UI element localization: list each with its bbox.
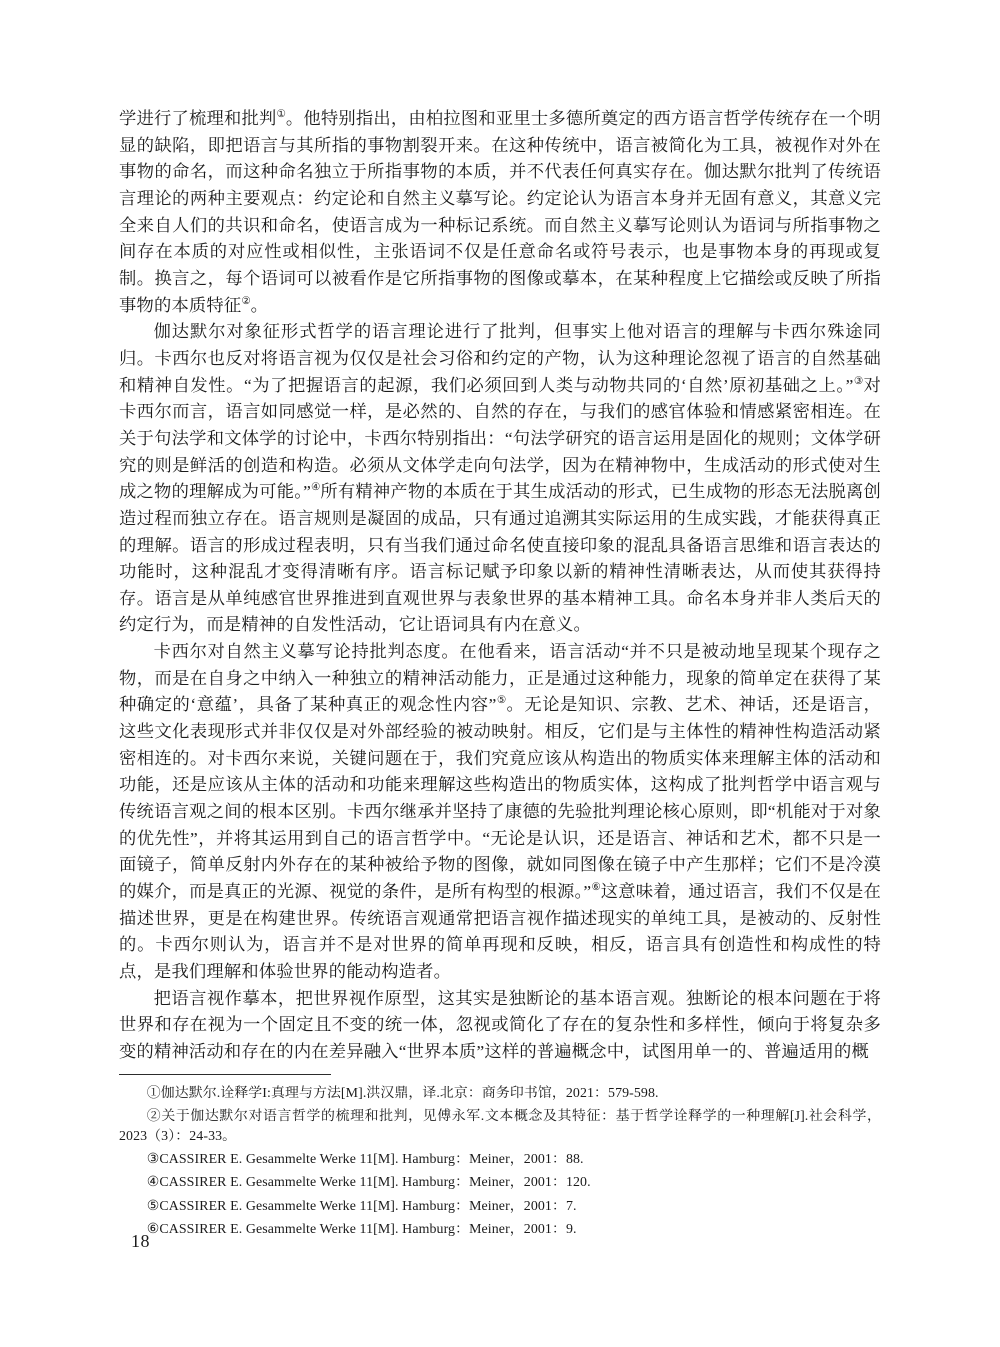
paragraph: 把语言视作摹本，把世界视作原型，这其实是独断论的基本语言观。独断论的根本问题在于将世界和存在视为一个固定且不变的统一体，忽视或简化了存在的复杂性和多样性，倾向于将复杂多变的精神活动和存在的内在差异融入“世界本质”这样的普遍概念中，试图用单一的、普遍适用的概 <box>119 988 881 1061</box>
page-number: 18 <box>131 1231 150 1251</box>
footnote-separator <box>119 1074 331 1075</box>
footnote-ref: ② <box>241 295 251 307</box>
paragraph: 伽达默尔对象征形式哲学的语言理论进行了批判，但事实上他对语言的理解与卡西尔殊途同归。卡西尔也反对将语言视为仅仅是社会习俗和约定的产物，认为这种理论忽视了语言的自然基础和精神自发性。“为了把握语言的起源，我们必须回到人类与动物共同的‘自然’原初基础之上。”③对卡西尔而言，语言如同感觉一样，是必然的、自然的存在，与我们的感官体验和情感紧密相连。在关于句法学和文体学的讨论中，卡西尔特别指出：“句法学研究的语言运用是固化的规则；文体学研究的则是鲜活的创造和构造。必须从文体学走向句法学，因为在精神物中，生成活动的形式使对生成之物的理解成为可能。”④所有精神产物的本质在于其生成活动的形式，已生成物的形态无法脱离创造过程而独立存在。语言规则是凝固的成品，只有通过追溯其实际运用的生成实践，才能获得真正的理解。语言的形成过程表明，只有当我们通过命名使直接印象的混乱具备语言思维和语言表达的功能时，这种混乱才变得清晰有序。语言标记赋予印象以新的精神性清晰表达，从而使其获得持存。语言是从单纯感官世界推进到直观世界与表象世界的基本精神工具。命名本身并非人类后天的约定行为，而是精神的自发性活动，它让语词具有内在意义。 <box>119 322 881 635</box>
footnote-ref: ⑥ <box>591 882 601 894</box>
footnote: ①伽达默尔.诠释学I:真理与方法[M].洪汉鼎，译.北京：商务印书馆，2021：579-598. <box>146 1085 659 1101</box>
footnote-ref: ① <box>276 109 286 121</box>
footnote: ④CASSIRER E. Gesammelte Werke 11[M]. Hamburg：Meiner，2001：120. <box>146 1175 591 1191</box>
paragraph: 学进行了梳理和批判①。他特别指出，由柏拉图和亚里士多德所奠定的西方语言哲学传统存在一个明显的缺陷，即把语言与其所指的事物割裂开来。在这种传统中，语言被简化为工具，被视作对外在事物的命名，而这种命名独立于所指事物的本质，并不代表任何真实存在。伽达默尔批判了传统语言理论的两种主要观点：约定论和自然主义摹写论。约定论认为语言本身并无固有意义，其意义完全来自人们的共识和命名，使语言成为一种标记系统。而自然主义摹写论则认为语词与所指事物之间存在本质的对应性或相似性，主张语词不仅是任意命名或符号表示，也是事物本身的再现或复制。换言之，每个语词可以被看作是它所指事物的图像或摹本，在某种程度上它描绘或反映了所指事物的本质特征②。 <box>119 109 881 315</box>
paragraphs-container <box>119 106 881 1066</box>
article-body <box>119 106 881 1243</box>
footnotes-section <box>119 1084 881 1240</box>
footnote: ③CASSIRER E. Gesammelte Werke 11[M]. Hamburg：Meiner，2001：88. <box>146 1152 584 1168</box>
footnote-ref: ③ <box>853 375 864 387</box>
footnote: ⑥CASSIRER E. Gesammelte Werke 11[M]. Hamburg：Meiner，2001：9. <box>146 1221 577 1237</box>
paragraph: 卡西尔对自然主义摹写论持批判态度。在他看来，语言活动“并不只是被动地呈现某个现存之物，而是在自身之中纳入一种独立的精神活动能力，正是通过这种能力，现象的简单定在获得了某种确定的‘意蕴’，具备了某种真正的观念性内容”⑤。无论是知识、宗教、艺术、神话，还是语言，这些文化表现形式并非仅仅是对外部经验的被动映射。相反，它们是与主体性的精神性构造活动紧密相连的。对卡西尔来说，关键问题在于，我们究竟应该从构造出的物质实体来理解主体的活动和功能，还是应该从主体的活动和功能来理解这些构造出的物质实体，这构成了批判哲学中语言观与传统语言观之间的根本区别。卡西尔继承并坚持了康德的先验批判理论核心原则，即“机能对于对象的优先性”，并将其运用到自己的语言哲学中。“无论是认识，还是语言、神话和艺术，都不只是一面镜子，简单反射内外存在的某种被给予物的图像，就如同图像在镜子中产生那样；它们不是冷漠的媒介，而是真正的光源、视觉的条件，是所有构型的根源。”⑥这意味着，通过语言，我们不仅是在描述世界，更是在构建世界。传统语言观通常把语言视作描述现实的单纯工具，是被动的、反射性的。卡西尔则认为，语言并不是对世界的简单再现和反映，相反，语言具有创造性和构成性的特点，是我们理解和体验世界的能动构造者。 <box>119 642 881 981</box>
footnote-ref: ④ <box>310 482 321 494</box>
footnote: ⑤CASSIRER E. Gesammelte Werke 11[M]. Hamburg：Meiner，2001：7. <box>146 1198 577 1214</box>
footnote: ②关于伽达默尔对语言哲学的梳理和批判，见傅永军.文本概念及其特征：基于哲学诠释学的一种理解[J].社会科学，2023（3）：24-33。 <box>119 1108 881 1145</box>
footnote-ref: ⑤ <box>496 695 507 707</box>
